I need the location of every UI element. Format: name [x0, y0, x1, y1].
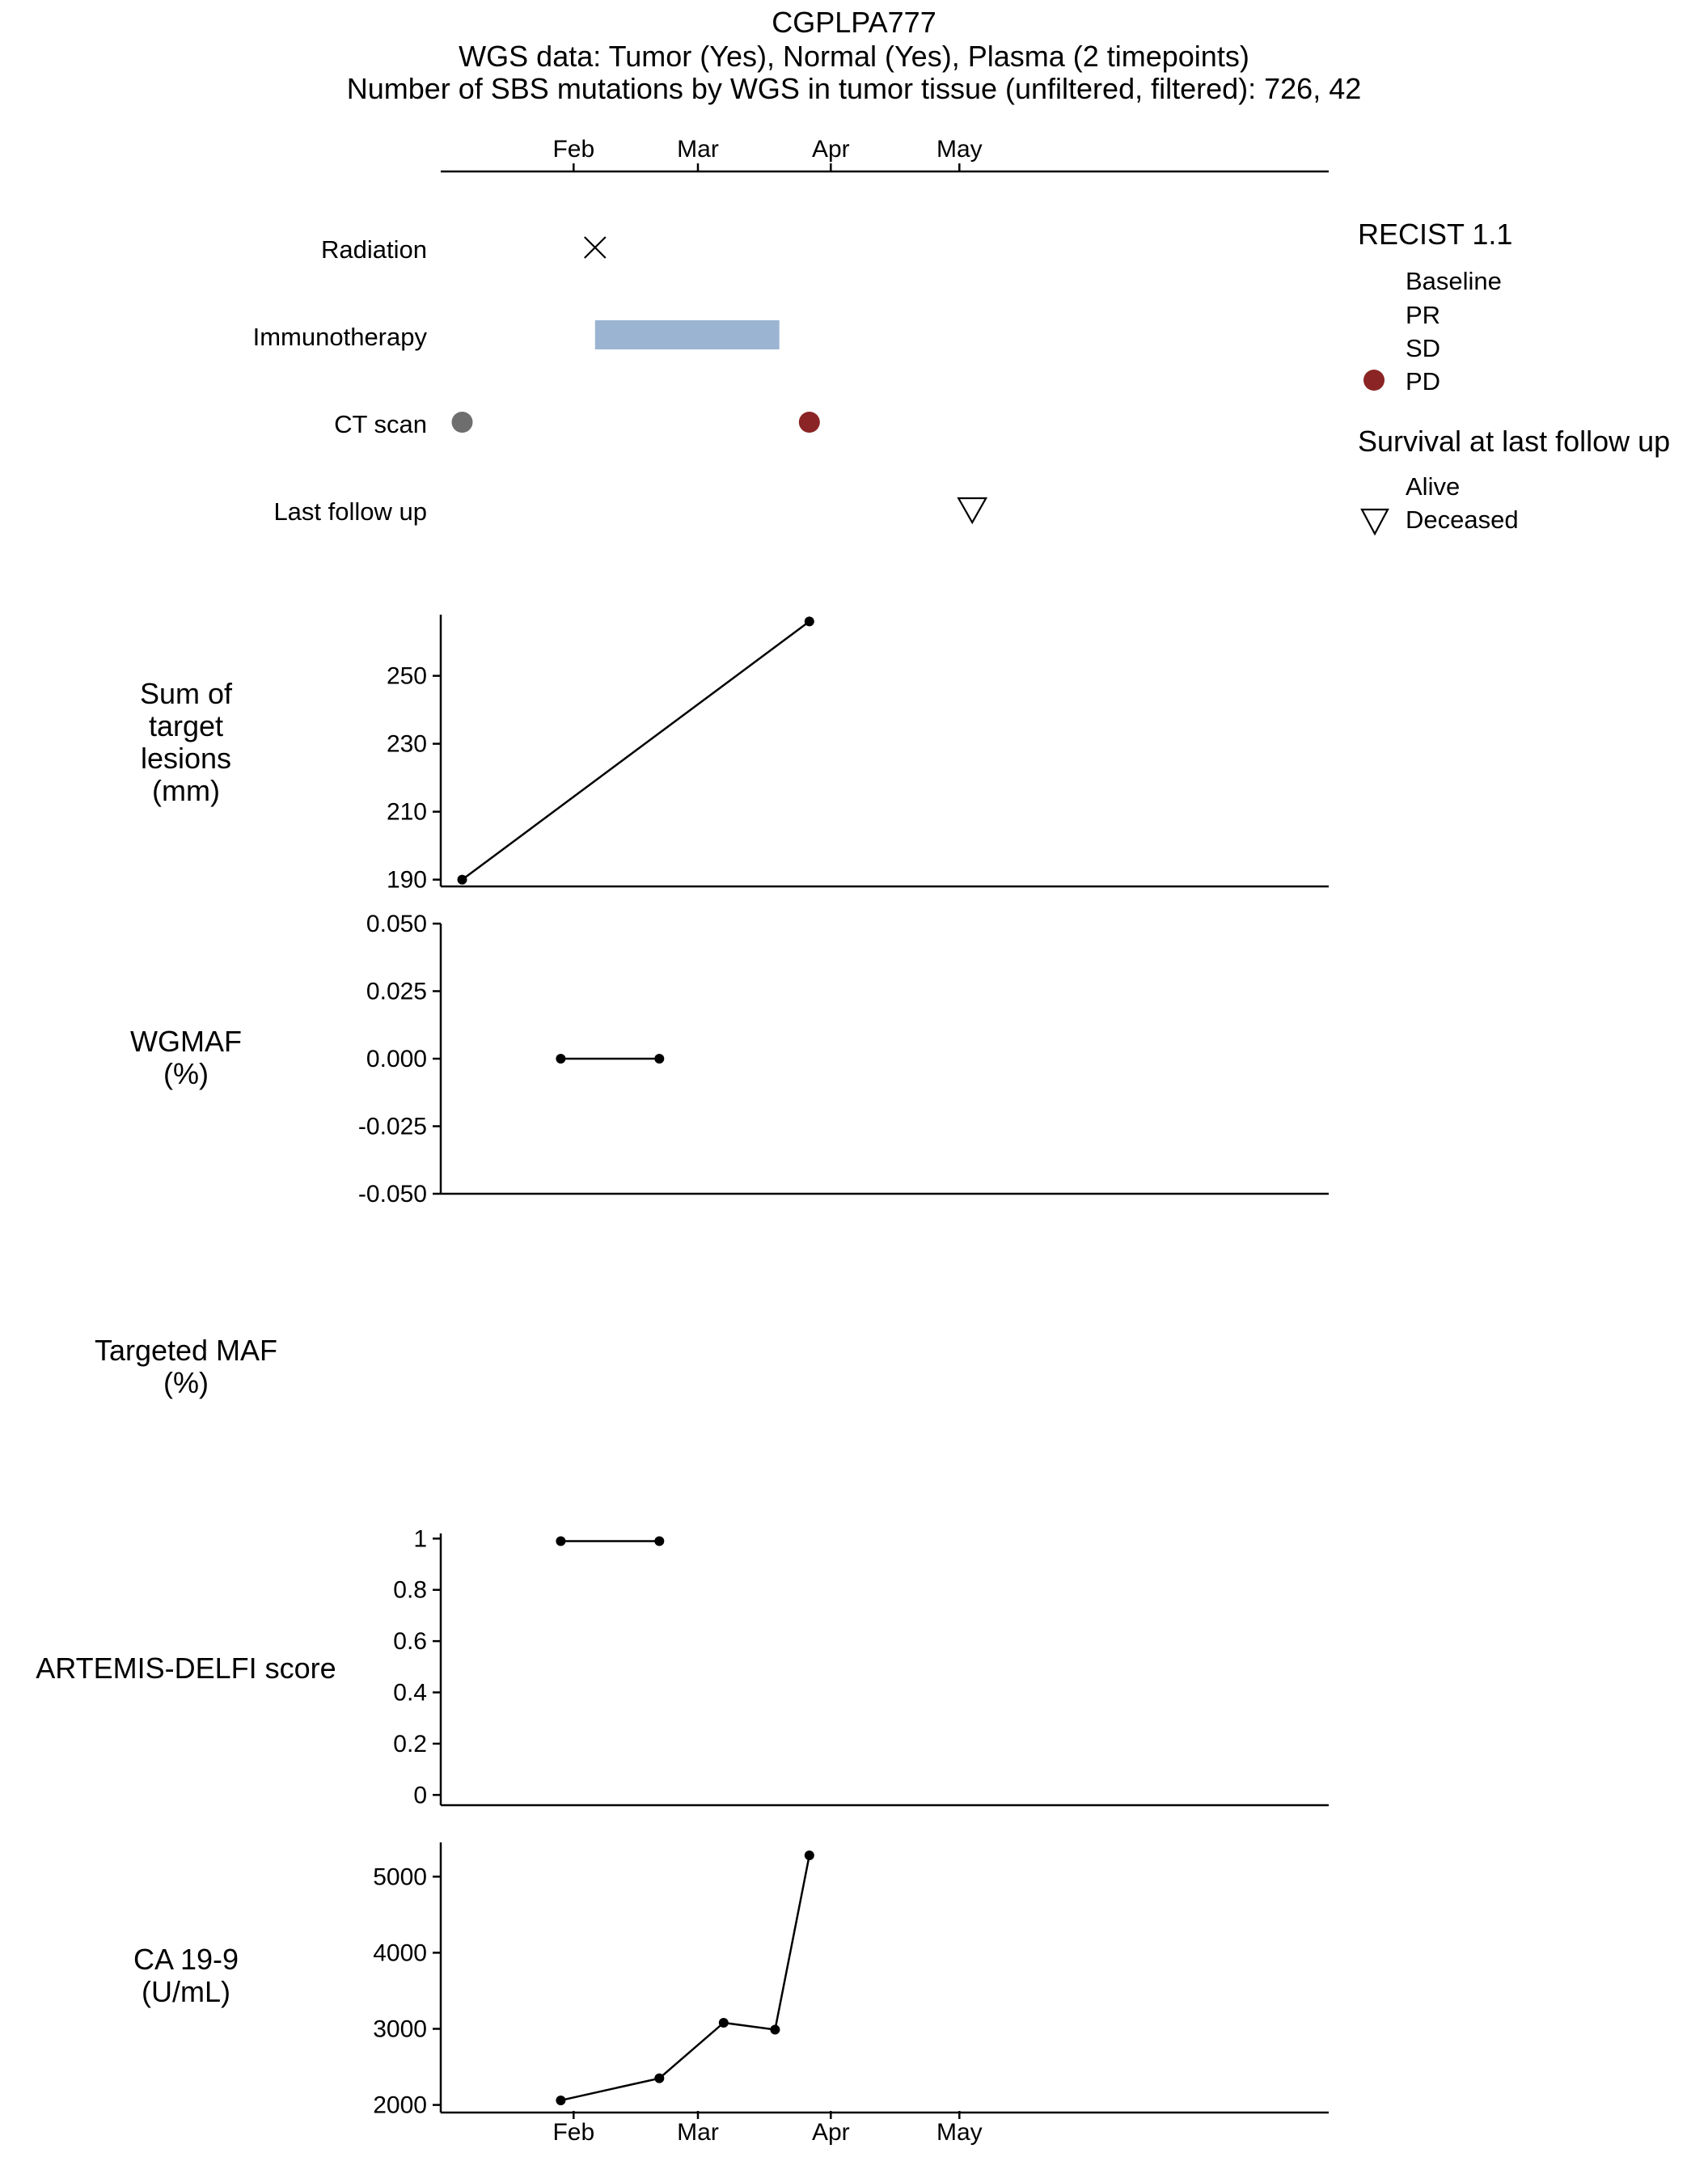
- top-tick-label: Mar: [677, 136, 719, 163]
- legend-item-pr: PR: [1406, 301, 1441, 329]
- row-label-immunotherapy: Immunotherapy: [252, 323, 427, 351]
- panel-4: [36, 1525, 1329, 1808]
- data-point: [805, 616, 814, 626]
- figure-title: CGPLPA777: [772, 6, 936, 39]
- y-tick-label: -0.025: [357, 1113, 427, 1140]
- legend-recist-title: RECIST 1.1: [1358, 218, 1513, 251]
- y-tick-label: 3000: [373, 2015, 427, 2043]
- ct-scan-point: [452, 412, 473, 433]
- data-point: [654, 1054, 664, 1064]
- chart-panels: [36, 615, 1329, 2119]
- y-tick-label: -0.050: [357, 1181, 427, 1208]
- data-point: [654, 1537, 664, 1546]
- y-tick-label: 0.050: [366, 911, 427, 937]
- legend-deceased-triangle: [1362, 510, 1388, 534]
- y-tick-label: 230: [386, 730, 427, 758]
- panel-ylabel: Targeted MAF: [94, 1334, 278, 1367]
- bottom-tick-label: Apr: [811, 2119, 850, 2146]
- y-tick-label: 1: [413, 1525, 427, 1553]
- panel-ylabel: (%): [163, 1366, 209, 1399]
- panel-ylabel: target: [148, 709, 224, 742]
- legend-survival-title: Survival at last follow up: [1358, 425, 1671, 458]
- y-tick-label: 5000: [373, 1863, 427, 1891]
- data-point: [770, 2024, 780, 2034]
- y-tick-label: 2000: [373, 2092, 427, 2119]
- legend-item-baseline: Baseline: [1406, 267, 1502, 295]
- y-tick-label: 190: [386, 866, 427, 894]
- row-label-ct-scan: CT scan: [334, 410, 427, 438]
- panel-ylabel: lesions: [140, 742, 232, 775]
- y-tick-label: 4000: [373, 1939, 427, 1967]
- legend-item-pd: PD: [1406, 367, 1441, 395]
- panel-ylabel: CA 19-9: [133, 1943, 239, 1976]
- bottom-tick-label: May: [936, 2119, 983, 2146]
- row-label-radiation: Radiation: [321, 235, 427, 264]
- y-tick-label: 0.025: [366, 978, 427, 1005]
- timeline-marks: [452, 237, 987, 522]
- y-tick-label: 0.8: [393, 1576, 427, 1604]
- panel-2: [130, 911, 1329, 1208]
- panel-ylabel: (U/mL): [142, 1975, 230, 2008]
- top-tick-label: May: [936, 136, 983, 163]
- bottom-tick-label: Mar: [677, 2119, 719, 2146]
- panel-ylabel: WGMAF: [130, 1025, 242, 1058]
- legend-item-alive: Alive: [1406, 472, 1461, 501]
- y-tick-label: 0: [413, 1782, 427, 1809]
- series-line: [463, 621, 810, 879]
- data-point: [719, 2018, 729, 2028]
- row-label-last-follow-up: Last follow up: [273, 497, 427, 526]
- figure-subtitle-sbs: Number of SBS mutations by WGS in tumor tissue (unfiltered, filtered): 726, 42: [346, 72, 1362, 105]
- bottom-tick-label: Feb: [552, 2119, 595, 2146]
- y-tick-label: 0.2: [393, 1730, 427, 1757]
- legend-survival: [1358, 425, 1670, 534]
- data-point: [556, 2096, 565, 2105]
- immunotherapy-bar: [595, 320, 780, 349]
- legend-item-deceased: Deceased: [1406, 505, 1519, 534]
- top-time-axis: [441, 136, 1329, 171]
- data-point: [458, 875, 467, 885]
- panel-ylabel: (mm): [152, 774, 220, 807]
- data-point: [556, 1054, 565, 1064]
- data-point: [556, 1537, 565, 1546]
- last-follow-up-deceased-mark: [958, 498, 986, 522]
- radiation-mark: [585, 237, 606, 258]
- y-tick-label: 0.6: [393, 1628, 427, 1656]
- legend-recist: [1358, 218, 1512, 395]
- y-tick-label: 250: [386, 662, 427, 690]
- panel-5: [133, 1842, 1329, 2119]
- panel-1: [140, 615, 1329, 894]
- panel-ylabel: Sum of: [139, 677, 233, 710]
- y-tick-label: 210: [386, 798, 427, 826]
- panel-ylabel: (%): [163, 1057, 209, 1090]
- series-line: [560, 1855, 809, 2100]
- data-point: [805, 1850, 814, 1860]
- legend-item-sd: SD: [1406, 334, 1441, 362]
- top-tick-label: Feb: [552, 136, 595, 163]
- panel-3: [95, 1334, 277, 1399]
- legend-pd-dot: [1363, 370, 1385, 391]
- ct-scan-point: [799, 412, 820, 433]
- top-tick-label: Apr: [811, 136, 850, 163]
- panel-ylabel: ARTEMIS-DELFI score: [36, 1652, 336, 1685]
- bottom-time-axis: [552, 2111, 982, 2146]
- data-point: [654, 2074, 664, 2083]
- y-tick-label: 0.000: [366, 1046, 427, 1072]
- y-tick-label: 0.4: [393, 1679, 427, 1707]
- figure-subtitle-wgs: WGS data: Tumor (Yes), Normal (Yes), Plasma (2 timepoints): [459, 40, 1249, 73]
